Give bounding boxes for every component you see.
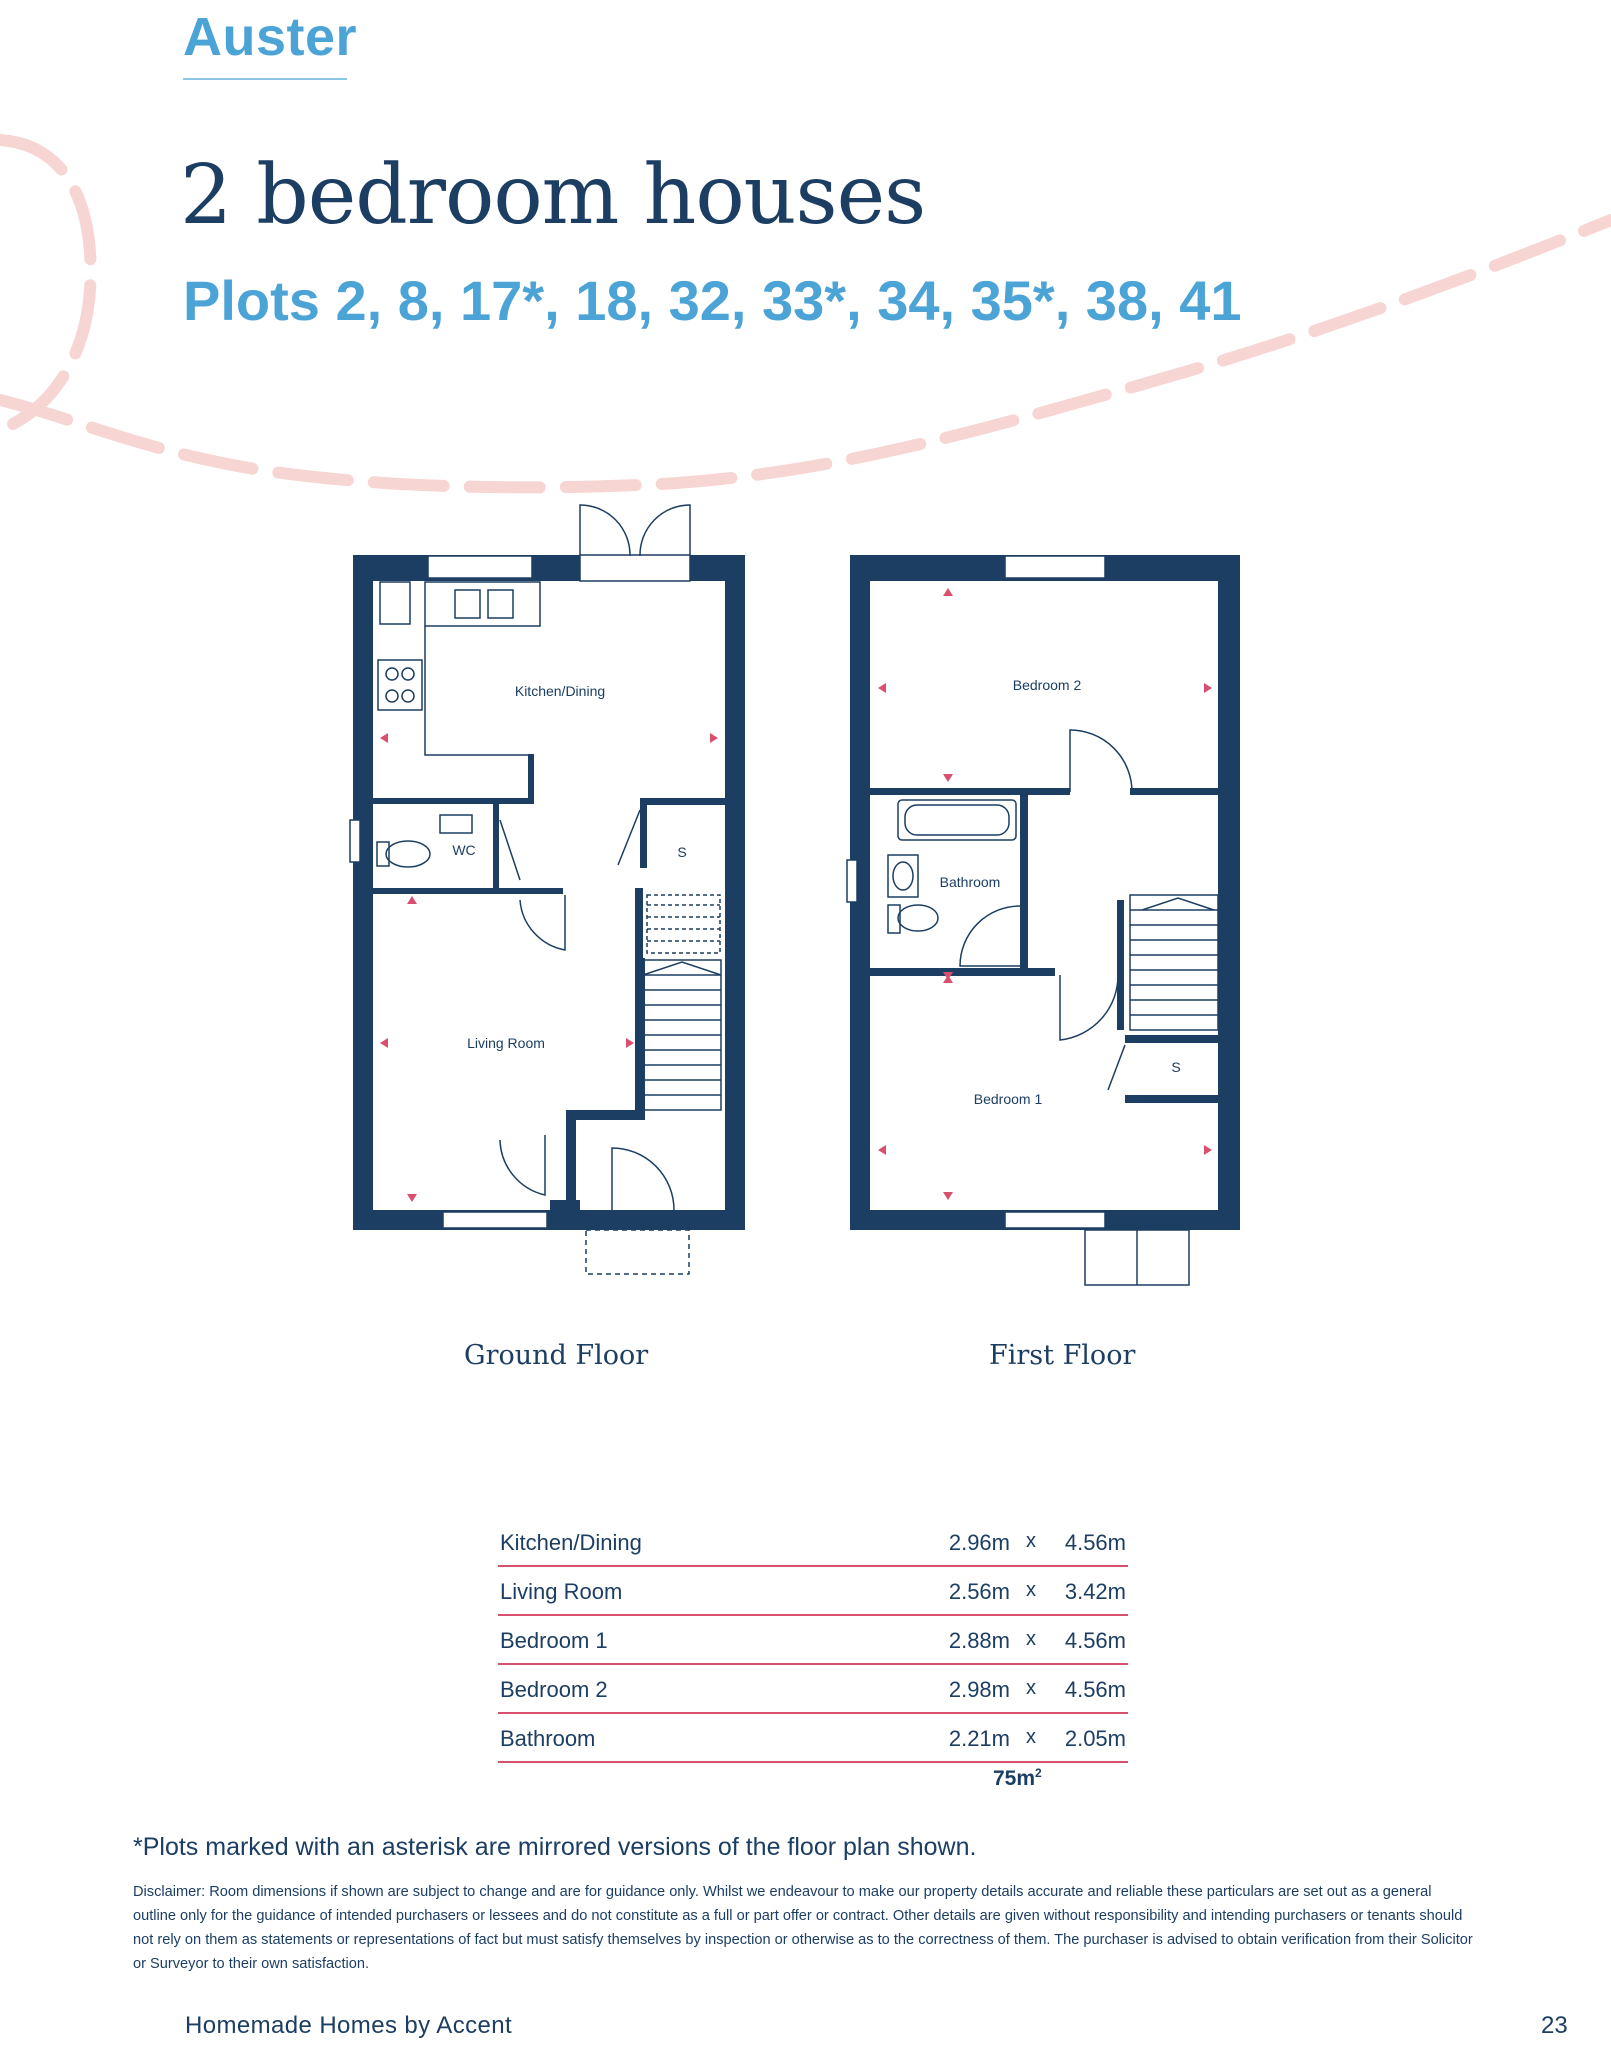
dimension-row [498, 1618, 1128, 1665]
room-length: 4.56m [1064, 1530, 1126, 1555]
room-width: 2.21m [948, 1726, 1010, 1751]
room-name: Bedroom 2 [500, 1677, 608, 1702]
dimension-row [498, 1716, 1128, 1763]
room-width: 2.88m [948, 1628, 1010, 1653]
plot-numbers: Plots 2, 8, 17*, 18, 32, 33*, 34, 35*, 38, 41 [183, 269, 1242, 332]
first-floor-label: First Floor [989, 1340, 1136, 1371]
times-sign: x [1026, 1530, 1036, 1552]
room-length: 4.56m [1064, 1677, 1126, 1702]
first-floor-plan [847, 555, 1240, 1285]
room-name: Bathroom [500, 1726, 596, 1751]
room-label-bedroom-2: Bedroom 2 [1012, 677, 1082, 693]
room-length: 4.56m [1064, 1628, 1126, 1653]
room-length: 3.42m [1064, 1579, 1126, 1604]
times-sign: x [1026, 1677, 1036, 1699]
brand-underline [183, 78, 347, 80]
room-label-storage-ground: S [677, 844, 687, 860]
disclaimer-text: Disclaimer: Room dimensions if shown are subject to change and are for guidance only. Whilst we endeavour to make our property details accurate and reliable these particulars are set out as a general outline only for the guidance of intended purchasers or lessees and do not constitute as a full or part offer or contract. Other details are given without responsibility and intending purchasers or tenants should not rely on them as statements or representations of fact but must satisfy themselves by inspection or otherwise as to the correctness of them. The purchaser is advised to obtain verification from their Solicitor or Surveyor to their own satisfaction. [133, 1884, 1473, 1972]
room-width: 2.56m [948, 1579, 1010, 1604]
room-label-bathroom: Bathroom [939, 874, 1001, 890]
dimension-row [498, 1520, 1128, 1567]
times-sign: x [1026, 1628, 1036, 1650]
ground-floor-plan [350, 505, 745, 1274]
room-dimensions-table [498, 1520, 1128, 1765]
dimension-row [498, 1569, 1128, 1616]
room-width: 2.98m [948, 1677, 1010, 1702]
room-width: 2.96m [948, 1530, 1010, 1555]
times-sign: x [1026, 1726, 1036, 1748]
room-name: Kitchen/Dining [500, 1530, 642, 1555]
room-label-living: Living Room [467, 1035, 545, 1051]
ground-floor-label: Ground Floor [464, 1340, 649, 1371]
room-label-kitchen: Kitchen/Dining [514, 683, 606, 699]
dimension-row [498, 1667, 1128, 1714]
times-sign: x [1026, 1579, 1036, 1601]
room-label-wc: WC [452, 842, 476, 858]
total-area-value: 75m [993, 1767, 1036, 1790]
total-area-unit: 2 [1035, 1766, 1042, 1780]
room-length: 2.05m [1064, 1726, 1126, 1751]
footer-brand: Homemade Homes by Accent [185, 2012, 513, 2039]
page-number: 23 [1541, 2012, 1568, 2039]
page-title: 2 bedroom houses [180, 148, 926, 243]
room-label-bedroom-1: Bedroom 1 [973, 1091, 1043, 1107]
floor-plans [0, 490, 1611, 1310]
mirrored-plots-note: *Plots marked with an asterisk are mirrored versions of the floor plan shown. [133, 1833, 977, 1861]
room-name: Living Room [500, 1579, 623, 1604]
brand-name: Auster [183, 7, 358, 67]
total-area [993, 1766, 1042, 1791]
room-name: Bedroom 1 [500, 1628, 608, 1653]
room-label-storage-first: S [1171, 1059, 1181, 1075]
